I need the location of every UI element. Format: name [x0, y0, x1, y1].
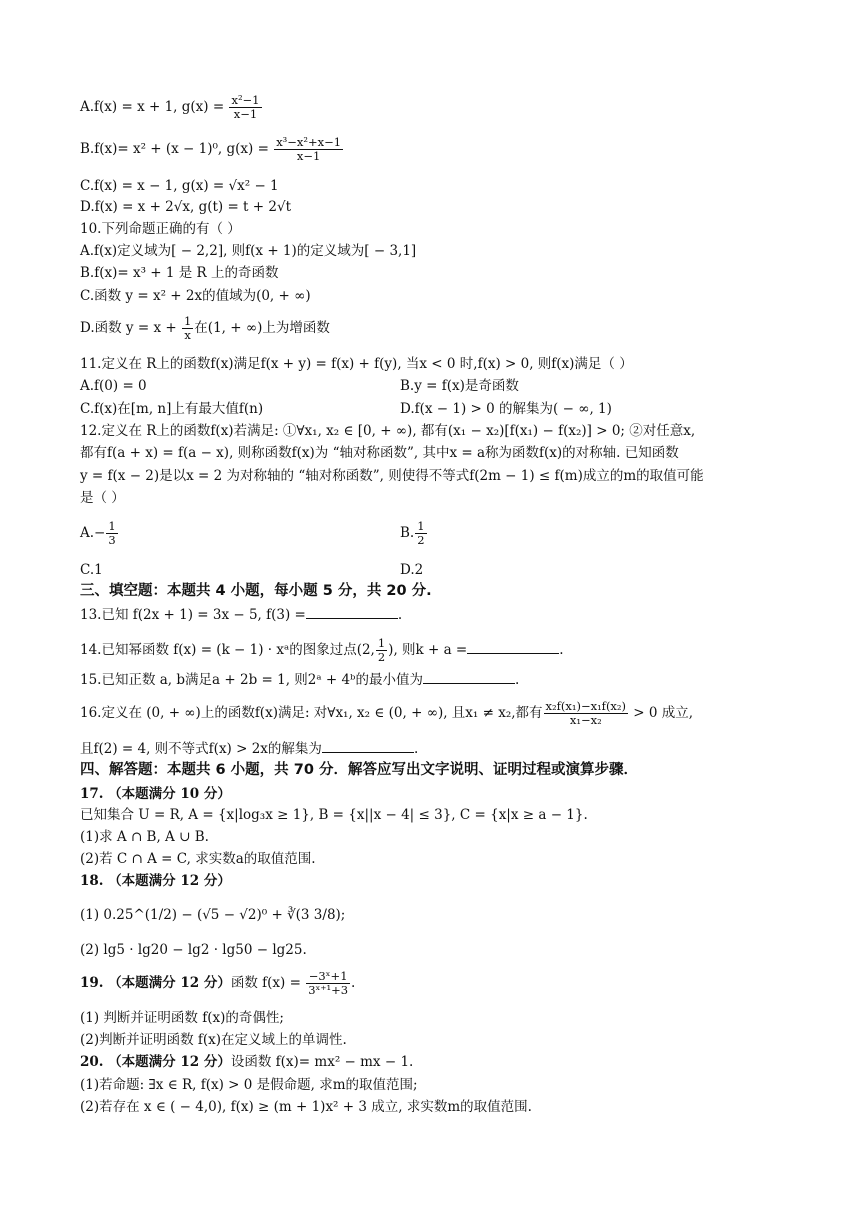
section-4-heading: 四、解答题：本题共 6 小题，共 70 分．解答应写出文字说明、证明过程或演算步骤． — [80, 762, 638, 778]
answer-blank[interactable] — [467, 641, 559, 654]
section-3-heading: 三、填空题：本题共 4 小题，每小题 5 分，共 20 分. — [80, 583, 432, 599]
q9-option-c: C.f(x) = x − 1, g(x) = √x² − 1 — [80, 178, 279, 194]
q12-option-a: A.− $\frac{1}{3}$ — [80, 519, 116, 547]
q18-part-2: (2) lg5 · lg20 − lg2 · lg50 − lg25. — [80, 942, 307, 958]
q18-heading: 18. （本题满分 12 分） — [80, 873, 231, 889]
q19-stem: 19. （本题满分 12 分）函数 f(x) = $\frac{\text{−3ˣ+1}}{\text{3ˣ⁺¹+3}}$ . — [80, 969, 356, 997]
q11-stem: 11.定义在 R上的函数f(x)满足f(x + y) = f(x) + f(y), 当x < 0 时,f(x) > 0, 则f(x)满足（ ） — [80, 356, 633, 372]
fraction: $\frac{1}{2}$ — [377, 636, 386, 664]
q20-part-1: (1)若命题: ∃x ∈ R, f(x) > 0 是假命题, 求m的取值范围; — [80, 1077, 418, 1093]
q11-option-c: C.f(x)在[m, n]上有最大值f(n) — [80, 401, 264, 417]
q9-option-a: A.f(x) = x + 1, g(x) = $\frac{\text{x²−1}}{x-1}$ — [80, 93, 260, 121]
q16-line-2: 且f(2) = 4, 则不等式f(x) > 2x的解集为 . — [80, 741, 419, 757]
fraction: $\frac{\text{x₂f(x₁)−x₁f(x₂)}}{\text{x₁−x₂}}$ — [545, 699, 627, 727]
q18-part-1: (1) 0.25^(1/2) − (√5 − √2)⁰ + ∛(3 3/8); — [80, 907, 346, 923]
q10-option-d: D.函数 y = x + $\frac{1}{x}$ 在(1, + ∞)上为增函数 — [80, 314, 330, 342]
q12-line-4: 是（ ） — [80, 490, 125, 506]
q17-part-1: (1)求 A ∩ B, A ∪ B. — [80, 829, 209, 845]
q20-stem: 20. （本题满分 12 分）设函数 f(x)= mx² − mx − 1. — [80, 1054, 414, 1070]
q10-stem: 10.下列命题正确的有（ ） — [80, 221, 241, 237]
q12-option-c: C.1 — [80, 562, 103, 578]
q10-option-c: C.函数 y = x² + 2x的值域为(0, + ∞) — [80, 288, 311, 304]
fraction: $\frac{1}{x}$ — [183, 314, 192, 342]
q19-part-2: (2)判断并证明函数 f(x)在定义域上的单调性. — [80, 1032, 347, 1048]
q12-line-1: 12.定义在 R上的函数f(x)若满足: ①∀x₁, x₂ ∈ [0, + ∞), 都有(x₁ − x₂)[f(x₁) − f(x₂)] > 0; ②对任意x, — [80, 423, 696, 439]
q9-option-d: D.f(x) = x + 2√x, g(t) = t + 2√t — [80, 199, 291, 215]
q9-option-b: B.f(x)= x² + (x − 1)⁰, g(x) = $\frac{\text{x³−x²+x−1}}{x-1}$ — [80, 135, 342, 163]
fraction: $\frac{1}{2}$ — [417, 519, 425, 547]
q17-stem: 已知集合 U = R, A = {x|log₃x ≥ 1}, B = {x||x − 4| ≤ 3}, C = {x|x ≥ a − 1}. — [80, 807, 588, 823]
q12-line-2: 都有f(a + x) = f(a − x), 则称函数f(x)为 “轴对称函数”, 其中x = a称为函数f(x)的对称轴. 已知函数 — [80, 445, 679, 461]
q10-option-a: A.f(x)定义域为[ − 2,2], 则f(x + 1)的定义域为[ − 3,1] — [80, 243, 417, 259]
fraction: $\frac{\text{−3ˣ+1}}{\text{3ˣ⁺¹+3}}$ — [308, 969, 349, 997]
fraction: $\frac{1}{3}$ — [108, 519, 116, 547]
answer-blank[interactable] — [306, 606, 398, 619]
q12-option-b: B. $\frac{1}{2}$ — [400, 519, 425, 547]
q12-option-d: D.2 — [400, 562, 424, 578]
answer-blank[interactable] — [322, 740, 414, 753]
q19-part-1: (1) 判断并证明函数 f(x)的奇偶性; — [80, 1010, 284, 1026]
q11-option-d: D.f(x − 1) > 0 的解集为( − ∞, 1) — [400, 401, 612, 417]
q11-option-a: A.f(0) = 0 — [80, 378, 147, 394]
q16-line-1: 16.定义在 (0, + ∞)上的函数f(x)满足: 对∀x₁, x₂ ∈ (0, + ∞), 且x₁ ≠ x₂,都有 $\frac{\text{x₂f(x₁)−x₁f(x₂)}}{\text{x₁−x₂}}$ > 0 成立, — [80, 699, 694, 727]
q13: 13.已知 f(2x + 1) = 3x − 5, f(3) = . — [80, 607, 403, 623]
q14: 14.已知幂函数 f(x) = (k − 1) · xᵃ的图象过点(2, $\frac{1}{2}$ ), 则k + a = . — [80, 636, 564, 664]
q12-line-3: y = f(x − 2)是以x = 2 为对称轴的 “轴对称函数”, 则使得不等式f(2m − 1) ≤ f(m)成立的m的取值可能 — [80, 468, 704, 484]
q17-heading: 17. （本题满分 10 分） — [80, 786, 231, 802]
q11-option-b: B.y = f(x)是奇函数 — [400, 378, 519, 394]
q20-part-2: (2)若存在 x ∈ ( − 4,0), f(x) ≥ (m + 1)x² + 3 成立, 求实数m的取值范围. — [80, 1099, 532, 1115]
answer-blank[interactable] — [423, 671, 515, 684]
q10-option-b: B.f(x)= x³ + 1 是 R 上的奇函数 — [80, 265, 279, 281]
q17-part-2: (2)若 C ∩ A = C, 求实数a的取值范围. — [80, 851, 316, 867]
fraction: $\frac{\text{x²−1}}{x-1}$ — [231, 93, 260, 121]
fraction: $\frac{\text{x³−x²+x−1}}{x-1}$ — [276, 135, 342, 163]
q15: 15.已知正数 a, b满足a + 2b = 1, 则2ᵃ + 4ᵇ的最小值为 . — [80, 672, 520, 688]
